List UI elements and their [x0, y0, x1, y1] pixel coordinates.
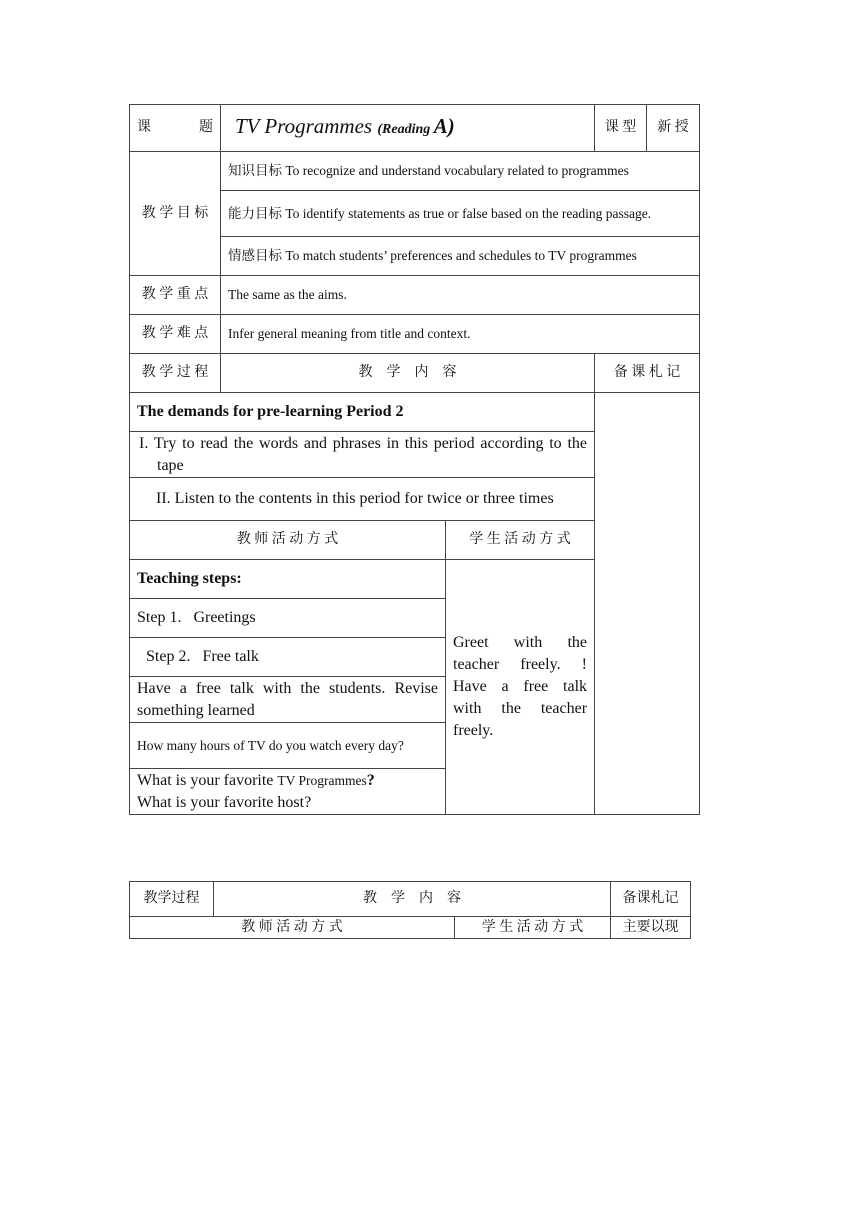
- content-header: 教 学 内 容: [221, 354, 595, 393]
- ability-objective: 能力目标 To identify statements as true or false based on the reading passage.: [221, 191, 700, 237]
- free-talk-text: Have a free talk with the students. Revise something learned: [130, 677, 446, 723]
- prelearning-item-1: I. Try to read the words and phrases in this period according to the tape: [130, 432, 595, 478]
- teaching-steps-title: Teaching steps:: [130, 560, 446, 599]
- focus-value: The same as the aims.: [221, 276, 700, 315]
- objectives-label: 教 学 目 标: [130, 152, 221, 276]
- notes-area: [595, 393, 700, 815]
- difficulty-value: Infer general meaning from title and context.: [221, 315, 700, 354]
- notes-header-2: 备课札记: [611, 882, 691, 917]
- process-label-2: 教学过程: [130, 882, 214, 917]
- student-activity-text: Greet with the teacher freely. ! Have a free talk with the teacher freely.: [446, 560, 595, 815]
- difficulty-label: 教 学 难 点: [130, 315, 221, 354]
- teacher-activity-header: 教 师 活 动 方 式: [130, 521, 446, 560]
- knowledge-objective: 知识目标 To recognize and understand vocabulary related to programmes: [221, 152, 700, 191]
- student-activity-header-2: 学 生 活 动 方 式: [455, 917, 611, 939]
- lesson-plan-table: [129, 104, 700, 815]
- lesson-title: TV Programmes (Reading A): [221, 105, 595, 152]
- prelearning-title: The demands for pre-learning Period 2: [130, 393, 595, 432]
- student-activity-header: 学 生 活 动 方 式: [446, 521, 595, 560]
- emotion-objective: 情感目标 To match students’ preferences and schedules to TV programmes: [221, 237, 700, 276]
- focus-label: 教 学 重 点: [130, 276, 221, 315]
- question-1: How many hours of TV do you watch every day?: [130, 723, 446, 769]
- type-label: 课 型: [595, 105, 647, 152]
- topic-label-cell: 课 题: [130, 105, 221, 152]
- step-2: Step 2. Free talk: [130, 638, 446, 677]
- process-label: 教 学 过 程: [130, 354, 221, 393]
- notes-value-2: 主要以现: [611, 917, 691, 939]
- teacher-activity-header-2: 教 师 活 动 方 式: [130, 917, 455, 939]
- questions-2-3: What is your favorite TV Programmes? What is your favorite host?: [130, 769, 446, 815]
- step-1: Step 1. Greetings: [130, 599, 446, 638]
- type-value: 新 授: [647, 105, 700, 152]
- notes-header: 备 课 札 记: [595, 354, 700, 393]
- content-header-2: 教 学 内 容: [214, 882, 611, 917]
- lesson-plan-table-2: [129, 881, 691, 939]
- prelearning-item-2: II. Listen to the contents in this period for twice or three times: [130, 478, 595, 521]
